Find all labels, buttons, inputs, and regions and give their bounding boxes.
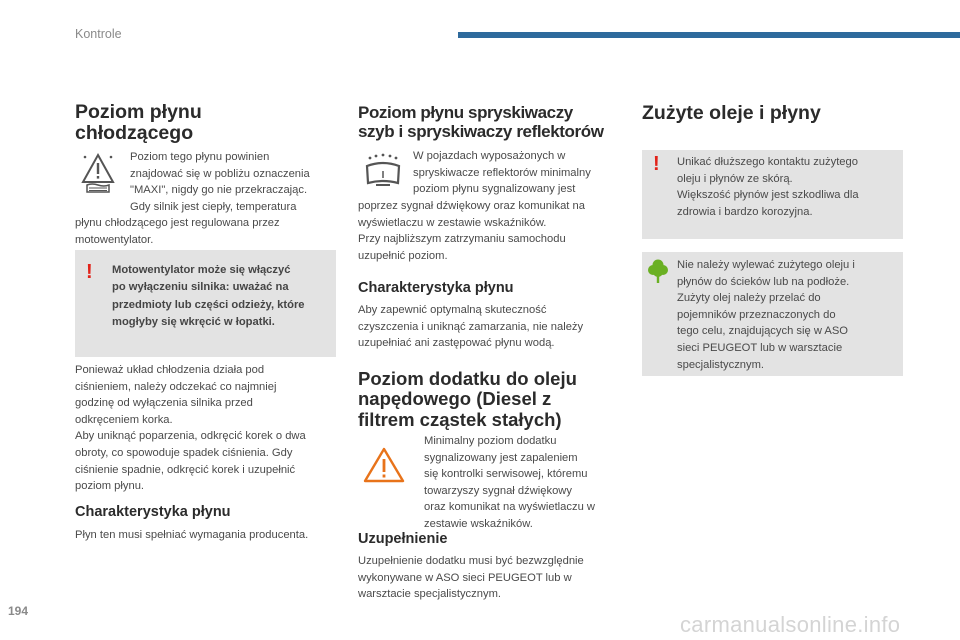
- eco-info-text: [677, 257, 855, 373]
- text-line: Aby zapewnić optymalną skuteczność: [358, 304, 547, 316]
- text-line: Zużyty olej należy przelać do: [677, 292, 821, 305]
- warning-exclamation-icon: !: [86, 261, 93, 283]
- text-line: "MAXI", nigdy go nie przekraczając.: [130, 184, 308, 197]
- coolant-intro-cont: [75, 215, 280, 248]
- additive-text: [424, 433, 595, 533]
- washer-spec-text: [358, 302, 583, 352]
- used-oils-title: Zużyte oleje i płyny: [642, 102, 821, 124]
- text-line: odkręceniem korka.: [75, 413, 173, 426]
- refill-title: Uzupełnienie: [358, 531, 448, 547]
- text-line: Unikać dłuższego kontaktu zużytego: [677, 156, 858, 168]
- text-line: ciśnieniem, należy odczekać co najmniej: [75, 380, 277, 393]
- header-accent-bar: [458, 32, 960, 38]
- text-line: poziom płynu.: [75, 480, 145, 493]
- text-line: oraz komunikat na wyświetlaczu w: [424, 501, 595, 514]
- text-line: przedmioty lub części odzieży, które: [112, 298, 305, 311]
- text-line: zestawie wskaźników.: [424, 517, 533, 530]
- text-line: Większość płynów jest szkodliwa dla: [677, 189, 859, 202]
- washer-fluid-icon: [362, 152, 404, 192]
- text-line: płynu chłodzącego jest regulowana przez: [75, 217, 280, 229]
- text-line: płynów do ścieków lub na podłoże.: [677, 275, 850, 288]
- warning-exclamation-icon: !: [653, 153, 660, 175]
- text-line: sieci PEUGEOT lub w warsztacie: [677, 341, 843, 354]
- section-title: Kontrole: [75, 27, 122, 41]
- coolant-title: Poziom płynu chłodzącego: [75, 101, 202, 145]
- text-line: obroty, co spowoduje spadek ciśnienia. Gdy: [75, 446, 293, 459]
- text-line: czyszczenia i uniknąć zamarzania, nie należy: [358, 320, 584, 333]
- text-line: oleju i płynów ze skórą.: [677, 172, 793, 185]
- washer-intro-cont: [358, 198, 585, 264]
- text-line: poziom płynu sygnalizowany jest: [413, 183, 576, 196]
- coolant-spec-text: Płyn ten musi spełniać wymagania producenta.: [75, 529, 309, 541]
- text-line: uzupełniać ani zastępować płynu wodą.: [358, 337, 555, 350]
- used-oils-warning-text: [677, 154, 859, 220]
- text-line: motowentylator.: [75, 233, 154, 246]
- text-line: tego celu, znajdujących się w ASO: [677, 325, 849, 338]
- text-line: warsztacie specjalistycznym.: [358, 588, 501, 601]
- text-line: Przy najbliższym zatrzymaniu samochodu: [358, 233, 566, 246]
- text-line: po wyłączeniu silnika: uważać na: [112, 281, 289, 294]
- coolant-warning-text: [112, 262, 305, 332]
- refill-text: [358, 553, 584, 603]
- text-line: uzupełnić poziom.: [358, 249, 448, 262]
- coolant-paragraph: [75, 362, 306, 495]
- text-line: poprzez sygnał dźwiękowy oraz komunikat na: [358, 200, 585, 212]
- text-line: Nie należy wylewać zużytego oleju i: [677, 259, 855, 271]
- text-line: godzinę od wyłączenia silnika przed: [75, 397, 253, 410]
- additive-title: Poziom dodatku do oleju napędowego (Diesel z filtrem cząstek stałych): [358, 368, 577, 430]
- text-line: Uzupełnienie dodatku musi być bezwzględnie: [358, 555, 584, 567]
- text-line: wyświetlaczu w zestawie wskaźników.: [358, 216, 547, 229]
- text-line: mogłyby się wkręcić w łopatki.: [112, 316, 275, 329]
- washer-title: Poziom płynu spryskiwaczy szyb i spryskiwaczy reflektorów: [358, 103, 604, 141]
- text-line: Motowentylator może się włączyć: [112, 264, 291, 276]
- washer-spec-title: Charakterystyka płynu: [358, 280, 514, 296]
- text-line: specjalistycznym.: [677, 358, 765, 371]
- text-line: sygnalizowany jest zapaleniem: [424, 451, 578, 464]
- text-line: Aby uniknąć poparzenia, odkręcić korek o dwa: [75, 430, 306, 443]
- text-line: spryskiwacze reflektorów minimalny: [413, 166, 591, 179]
- warning-triangle-icon: [362, 446, 406, 484]
- text-line: W pojazdach wyposażonych w: [413, 150, 566, 162]
- tree-icon: [647, 258, 669, 284]
- text-line: wykonywane w ASO sieci PEUGEOT lub w: [358, 571, 572, 584]
- page-number: 194: [8, 604, 29, 618]
- text-line: Ponieważ układ chłodzenia działa pod: [75, 364, 265, 376]
- text-line: Gdy silnik jest ciepły, temperatura: [130, 200, 297, 213]
- text-line: ciśnienie spadnie, odkręcić korek i uzupełnić: [75, 463, 296, 476]
- text-line: się kontrolki serwisowej, któremu: [424, 468, 588, 481]
- watermark: carmanualsonline.info: [680, 612, 901, 637]
- text-line: Poziom tego płynu powinien: [130, 151, 270, 163]
- coolant-spec-title: Charakterystyka płynu: [75, 504, 231, 520]
- text-line: zdrowia i bardzo korozyjna.: [677, 205, 813, 218]
- text-line: pojemników przeznaczonych do: [677, 308, 836, 321]
- text-line: towarzyszy sygnał dźwiękowy: [424, 484, 572, 497]
- text-line: Minimalny poziom dodatku: [424, 435, 557, 447]
- coolant-warning-icon: [80, 152, 116, 194]
- washer-intro: [413, 148, 591, 198]
- text-line: znajdować się w pobliżu oznaczenia: [130, 167, 310, 180]
- coolant-intro: [130, 149, 310, 215]
